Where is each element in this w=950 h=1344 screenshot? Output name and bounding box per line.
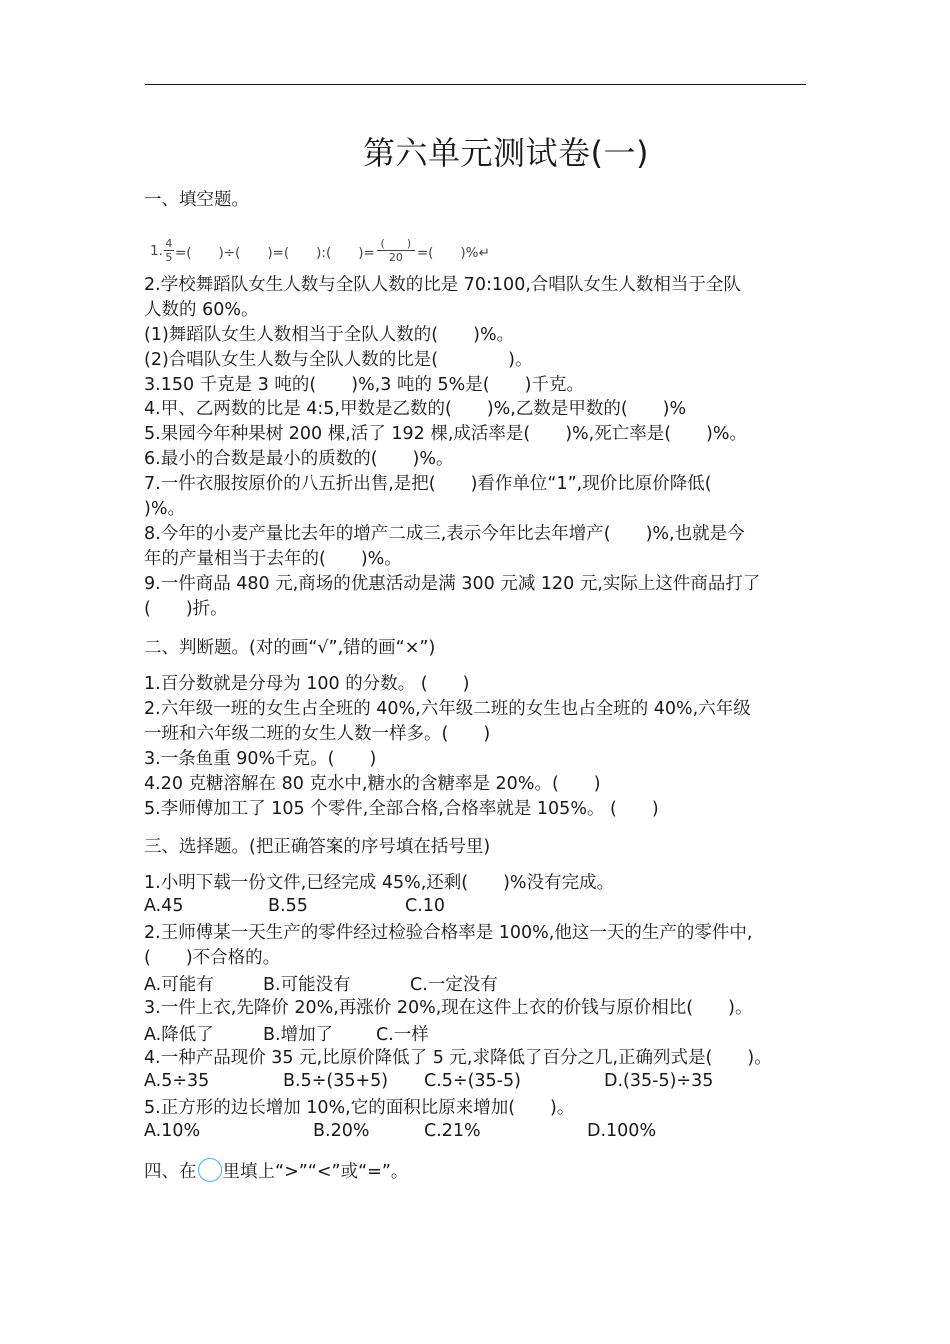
s3-q3-opt-a: A.降低了: [144, 1025, 214, 1045]
s3-q1-opt-b: B.55: [268, 896, 308, 916]
s3-q3: 3.一件上衣,先降价 20%,再涨价 20%,现在这件上衣的价钱与原价相比( )。: [144, 998, 753, 1018]
s3-q1: 1.小明下载一份文件,已经完成 45%,还剩( )%没有完成。: [144, 873, 615, 893]
header-rule: [145, 84, 806, 85]
s3-q4: 4.一种产品现价 35 元,比原价降低了 5 元,求降低了百分之几,正确列式是( )。: [144, 1048, 772, 1068]
section1-heading: 一、填空题。: [144, 190, 249, 210]
q1-middle: =( )÷( )=( ):( )=: [174, 244, 375, 261]
s3-q2-opt-c: C.一定没有: [410, 975, 498, 995]
q1-prefix: 1.: [150, 242, 163, 259]
section2-heading: 二、判断题。(对的画“√”,错的画“×”): [144, 638, 436, 658]
s1-line-6: 4.甲、乙两数的比是 4:5,甲数是乙数的( )%,乙数是甲数的( )%: [144, 399, 687, 419]
s4-heading-post: 里填上“>”“<”或“=”。: [222, 1162, 409, 1182]
s1-line-8: 6.最小的合数是最小的质数的( )%。: [144, 449, 454, 469]
s3-q5-opt-a: A.10%: [144, 1121, 201, 1141]
s2-line-2: 2.六年级一班的女生占全班的 40%,六年级二班的女生也占全班的 40%,六年级: [144, 699, 751, 719]
s3-q4-opt-c: C.5÷(35-5): [424, 1071, 521, 1091]
s3-q1-opt-c: C.10: [405, 896, 446, 916]
frac-denominator: 5: [165, 251, 173, 264]
s3-q2a: 2.王师傅某一天生产的零件经过检验合格率是 100%,他这一天的生产的零件中,: [144, 923, 753, 943]
s3-q5-opt-b: B.20%: [313, 1121, 370, 1141]
section4-heading: [144, 1160, 408, 1184]
s3-q4-opt-b: B.5÷(35+5): [283, 1071, 389, 1091]
frac2-denominator: 20: [388, 251, 403, 264]
s1-line-13: 9.一件商品 480 元,商场的优惠活动是满 300 元减 120 元,实际上这件商品打了: [144, 574, 761, 594]
s2-line-6: 5.李师傅加工了 105 个零件,全部合格,合格率就是 105%。 ( ): [144, 799, 659, 819]
s1-line-9: 7.一件衣服按原价的八五折出售,是把( )看作单位“1”,现价比原价降低(: [144, 474, 712, 494]
s3-q3-opt-b: B.增加了: [263, 1025, 334, 1045]
s1-line-2: 人数的 60%。: [144, 300, 259, 320]
s3-q4-opt-d: D.(35-5)÷35: [604, 1071, 714, 1091]
s1-line-11: 8.今年的小麦产量比去年的增产二成三,表示今年比去年增产( )%,也就是今: [144, 524, 745, 544]
s1-line-1: 2.学校舞蹈队女生人数与全队人数的比是 70:100,合唱队女生人数相当于全队: [144, 275, 741, 295]
s2-line-3: 一班和六年级二班的女生人数一样多。( ): [144, 724, 491, 744]
s1-line-3: (1)舞蹈队女生人数相当于全队人数的( )%。: [144, 325, 515, 345]
s1-line-7: 5.果园今年种果树 200 棵,活了 192 棵,成活率是( )%,死亡率是( )%。: [144, 424, 748, 444]
s1-line-14: ( )折。: [144, 599, 228, 619]
s2-line-5: 4.20 克糖溶解在 80 克水中,糖水的含糖率是 20%。( ): [144, 774, 601, 794]
s3-q2-opt-a: A.可能有: [144, 975, 214, 995]
s3-q5: 5.正方形的边长增加 10%,它的面积比原来增加( )。: [144, 1098, 575, 1118]
page-title: 第六单元测试卷(一): [363, 134, 649, 172]
circle-icon: [198, 1158, 222, 1182]
s2-line-1: 1.百分数就是分母为 100 的分数。 ( ): [144, 674, 470, 694]
s3-q5-opt-d: D.100%: [587, 1121, 657, 1141]
s1-line-5: 3.150 千克是 3 吨的( )%,3 吨的 5%是( )千克。: [144, 375, 584, 395]
frac-numerator: 4: [165, 237, 173, 250]
section3-heading: 三、选择题。(把正确答案的序号填在括号里): [144, 837, 491, 857]
fraction-4-5: [164, 238, 174, 263]
s1-line-10: )%。: [144, 499, 185, 519]
s1-line-12: 年的产量相当于去年的( )%。: [144, 549, 402, 569]
s3-q5-opt-c: C.21%: [424, 1121, 481, 1141]
s3-q3-opt-c: C.一样: [376, 1025, 429, 1045]
s4-heading-pre: 四、在: [144, 1162, 197, 1182]
s1-line-4: (2)合唱队女生人数与全队人数的比是( )。: [144, 350, 533, 370]
s3-q1-opt-a: A.45: [144, 896, 184, 916]
frac2-numerator: ( ): [380, 237, 412, 250]
s3-q4-opt-a: A.5÷35: [144, 1071, 210, 1091]
fraction-blank-20: [377, 238, 415, 263]
s2-line-4: 3.一条鱼重 90%千克。( ): [144, 749, 377, 769]
question-1-1: [150, 238, 490, 263]
s3-q2-opt-b: B.可能没有: [263, 975, 351, 995]
q1-suffix: =( )%↵: [416, 244, 490, 261]
s3-q2b: ( )不合格的。: [144, 948, 281, 968]
